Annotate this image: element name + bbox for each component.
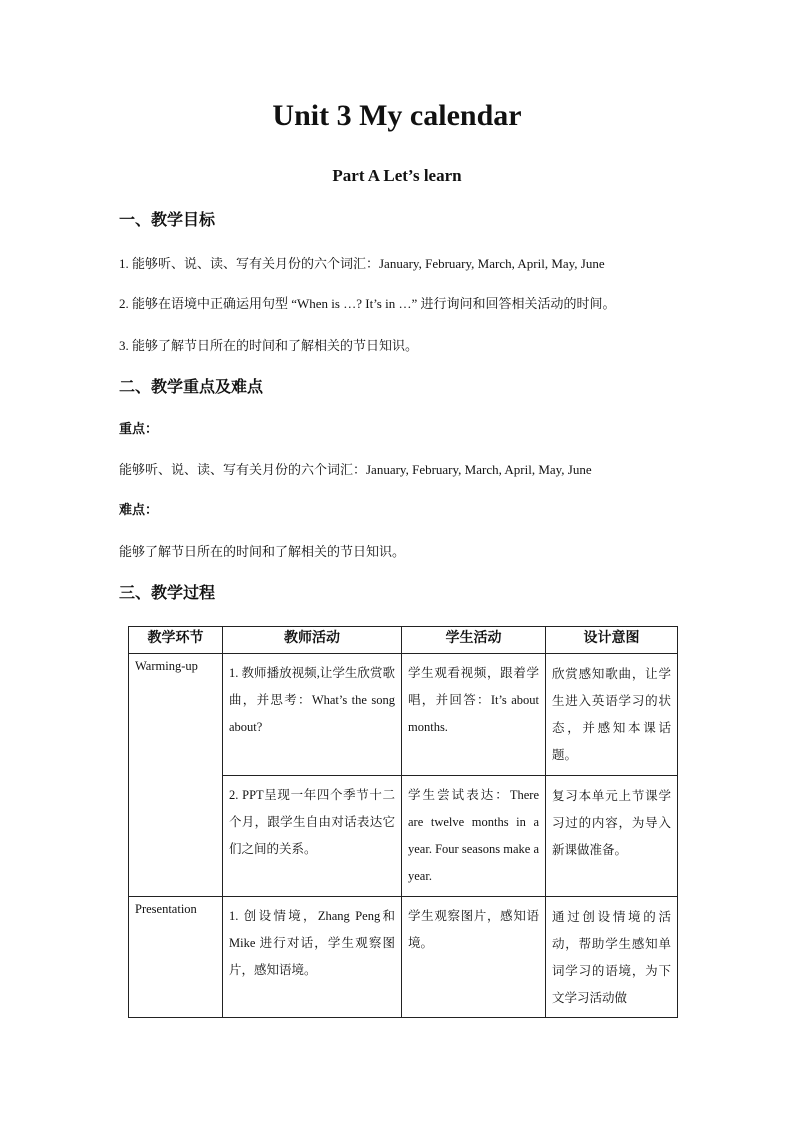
cell-intent: 复习本单元上节课学习过的内容，为导入新课做准备。 [546, 776, 678, 897]
section-heading-focus: 二、教学重点及难点 [119, 377, 264, 396]
cell-student: 学生尝试表达：There are twelve months in a year. Four seasons make a year. [402, 776, 546, 897]
header-design-intent: 设计意图 [546, 627, 678, 654]
goal-item-3: 3. 能够了解节日所在的时间和了解相关的节日知识。 [119, 338, 419, 353]
difficult-point-text: 能够了解节日所在的时间和了解相关的节日知识。 [119, 544, 406, 559]
header-teacher-activity: 教师活动 [223, 627, 402, 654]
cell-intent: 通过创设情境的活动，帮助学生感知单词学习的语境，为下文学习活动做 [546, 897, 678, 1018]
goal-item-2: 2. 能够在语境中正确运用句型 “When is …? It’s in …” 进行询问和回答相关活动的时间。 [119, 296, 616, 311]
cell-stage: Presentation [129, 897, 223, 1018]
header-stage: 教学环节 [129, 627, 223, 654]
cell-teacher: 1. 教师播放视频,让学生欣赏歌曲，并思考：What’s the song about? [223, 654, 402, 776]
cell-teacher: 2. PPT呈现一年四个季节十二个月，跟学生自由对话表达它们之间的关系。 [223, 776, 402, 897]
document-title: Unit 3 My calendar [272, 99, 522, 132]
section-heading-process: 三、教学过程 [119, 583, 216, 602]
document-subtitle: Part A Let’s learn [332, 166, 462, 185]
cell-teacher: 1. 创设情境，Zhang Peng和 Mike 进行对话，学生观察图片，感知语境。 [223, 897, 402, 1018]
header-student-activity: 学生活动 [402, 627, 546, 654]
table-row [129, 654, 678, 776]
table-row [129, 897, 678, 1018]
difficult-point-label: 难点： [119, 503, 159, 518]
key-point-text: 能够听、说、读、写有关月份的六个词汇：January, February, March, April, May, June [119, 462, 592, 477]
lesson-process-table [128, 626, 678, 1018]
table-header-row [129, 627, 678, 654]
cell-student: 学生观察图片，感知语境。 [402, 897, 546, 1018]
key-point-label: 重点： [119, 422, 159, 437]
goal-item-1: 1. 能够听、说、读、写有关月份的六个词汇：January, February, March, April, May, June [119, 256, 605, 271]
section-heading-goals: 一、教学目标 [119, 210, 216, 229]
cell-student: 学生观看视频，跟着学唱，并回答：It’s about months. [402, 654, 546, 776]
cell-stage: Warming-up [129, 654, 223, 897]
cell-intent: 欣赏感知歌曲，让学生进入英语学习的状态，并感知本课话题。 [546, 654, 678, 776]
